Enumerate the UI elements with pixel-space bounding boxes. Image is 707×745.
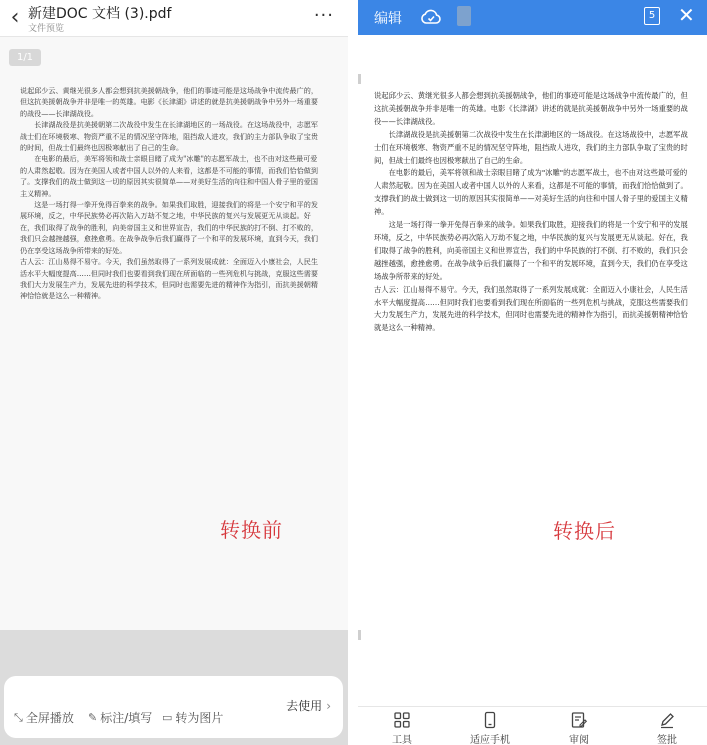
to-image-label: 转为图片 xyxy=(175,711,224,725)
sign-button[interactable] xyxy=(642,711,692,745)
doc-paragraph: 长津湖战役是抗美援朝第二次战役中发生在长津湖地区的一场战役。在这场战役中，志愿军战士们在环境极寒、物资严重不足的情况坚守阵地，阻挡敌人进攻，我们的主力部队争取了宝贵的时间，但战士们最终也因极寒献出了自己的生命。 xyxy=(374,129,688,165)
tab-count-badge[interactable]: 5 xyxy=(644,7,660,25)
image-icon: ▭ xyxy=(162,711,173,724)
doc-paragraph: 说起邱少云、黄继光很多人都会想到抗美援朝战争，他们的事迹可能是这场战争中流传最广的，但这抗美援朝战争并非是唯一的英雄。电影《长津湖》讲述的就是抗美援朝战争中另外一场重要的战役——长津湖战役。 xyxy=(20,86,318,118)
preview-toolbar xyxy=(4,676,343,738)
doc-paragraph: 古人云：江山易得不易守。今天，我们虽然取得了一系列发展成就：全面迈入小康社会，人民生活水平大幅度提高……但同时我们也要看到我们现在所面临的一些列危机与挑战，克服这些需要我们大力发展生产力，发展先进的科学技术，但同时也需要先进的精神作为指引，而抗美援朝精神恰恰就是这么一种精神。 xyxy=(20,257,318,301)
to-image-button[interactable] xyxy=(162,709,223,726)
tools-label: 工具 xyxy=(392,735,412,745)
before-pane xyxy=(0,0,348,745)
doc-paragraph: 在电影的最后，美军将领和战士亲眼目睹了成为"冰雕"的志愿军战士，也不由对这些最可爱的人肃然起敬。因为在美国人或者中国人以外的人来看，这都是不可能的事情，而我们恰恰做到了。支撑我们的战士做到这一切的原因其实很简单——对美好生活的向往和中国人骨子里的爱国主义精神。 xyxy=(374,168,688,217)
fullscreen-label: 全屏播放 xyxy=(25,711,74,725)
doc-paragraph: 长津湖战役是抗美援朝第二次战役中发生在长津湖地区的一场战役。在这场战役中，志愿军战士们在环境极寒、物资严重不足的情况坚守阵地，阻挡敌人进攻，我们的主力部队争取了宝贵的时间，但战士们最终也因极寒献出了自己的生命。 xyxy=(20,120,318,153)
doc-paragraph: 这是一场打得一拳开免得百拳来的战争。如果我们取胜，迎接我们的将是一个安宁和平的发展环境，反之，中华民族势必再次陷入万劫不复之地，中华民族的复兴与发展更无从谈起。好在，我们取得了战争的胜利，向美帝国主义和世界宣告，我们的中华民族的打不倒、打不败的，我们只会越挫越强，愈挫愈勇。在战争战争后我们赢得了一个和平的发展环境，直到今天，我们仍在享受这场战争所带来的好处。 xyxy=(20,200,318,255)
doc-paragraph: 这是一场打得一拳开免得百拳来的战争。如果我们取胜，迎接我们的将是一个安宁和平的发展环境，反之，中华民族势必再次陷入万劫不复之地，中华民族的复兴与发展更无从谈起。好在，我们取得了战争的胜利，向美帝国主义和世界宣告，我们的中华民族的打不倒、打不败的，我们只会越挫越强，愈挫愈勇。在战争战争后我们赢得了一个和平的发展环境，直到今天，我们仍在享受这场战争所带来的好处。 xyxy=(374,220,688,281)
use-button[interactable] xyxy=(286,697,331,714)
doc-paragraph: 在电影的最后，美军将领和战士亲眼目睹了成为"冰雕"的志愿军战士，也不由对这些最可爱的人肃然起敬。因为在美国人或者中国人以外的人来看，这都是不可能的事情，而我们恰恰做到了。支撑我们的战士做到这一切的原因其实很简单——对美好生活的向往和中国人骨子里的爱国主义精神。 xyxy=(20,154,318,198)
sign-label: 签批 xyxy=(657,735,677,745)
doc-paragraph: 古人云：江山易得不易守。今天，我们虽然取得了一系列发展成就：全面迈入小康社会，人民生活水平大幅度提高……但同时我们也要看到我们现在所面临的一些列危机与挑战，克服这些需要我们大力发展生产力，发展先进的科学技术，但同时也需要先进的精神作为指引，而抗美援朝精神恰恰就是这么一种精神。 xyxy=(374,284,688,333)
file-subtitle: 文件预览 xyxy=(28,24,65,34)
file-title: 新建DOC 文档 (3).pdf xyxy=(28,6,172,22)
use-label: 去使用 xyxy=(286,699,323,713)
pen-sign-icon xyxy=(658,711,676,729)
chevron-right-icon: › xyxy=(326,699,331,713)
after-caption: 转换后 xyxy=(553,519,616,543)
preview-canvas[interactable] xyxy=(0,37,348,630)
annotate-button[interactable] xyxy=(88,709,152,726)
chevron-left-icon[interactable]: ‹ xyxy=(10,4,20,30)
before-caption: 转换前 xyxy=(220,518,283,542)
editor-header xyxy=(358,0,707,35)
avatar[interactable] xyxy=(457,6,471,26)
review-icon xyxy=(570,711,588,729)
doc-paragraph: 说起邱少云、黄继光很多人都会想到抗美援朝战争，他们的事迹可能是这场战争中流传最广的，但这抗美援朝战争并非是唯一的英雄。电影《长津湖》讲述的就是抗美援朝战争中另外一场重要的战役——长津湖战役。 xyxy=(374,91,688,126)
margin-mark xyxy=(358,630,361,640)
pane-divider xyxy=(348,0,358,745)
tools-button[interactable] xyxy=(377,711,427,745)
review-button[interactable] xyxy=(554,711,604,745)
fullscreen-icon: ⤡ xyxy=(14,710,23,724)
grid-icon xyxy=(393,711,411,729)
close-icon[interactable]: ✕ xyxy=(678,3,695,27)
after-pane xyxy=(358,0,707,745)
fit-phone-label: 适应手机 xyxy=(470,735,510,745)
edit-button[interactable]: 编辑 xyxy=(374,11,402,27)
phone-icon xyxy=(481,711,499,729)
page-indicator: 1/1 xyxy=(9,49,41,66)
fit-phone-button[interactable] xyxy=(465,711,515,745)
cloud-sync-icon[interactable] xyxy=(419,5,443,29)
pdf-document-text xyxy=(20,85,322,302)
fullscreen-button[interactable] xyxy=(14,709,74,726)
preview-header xyxy=(0,0,348,37)
more-dots-icon[interactable]: ··· xyxy=(313,5,334,26)
margin-mark xyxy=(358,74,361,84)
editor-footer xyxy=(358,706,707,745)
edit-icon: ✎ xyxy=(88,711,98,724)
annotate-label: 标注/填写 xyxy=(100,711,153,725)
review-label: 审阅 xyxy=(569,735,589,745)
word-document-text[interactable] xyxy=(374,90,692,335)
